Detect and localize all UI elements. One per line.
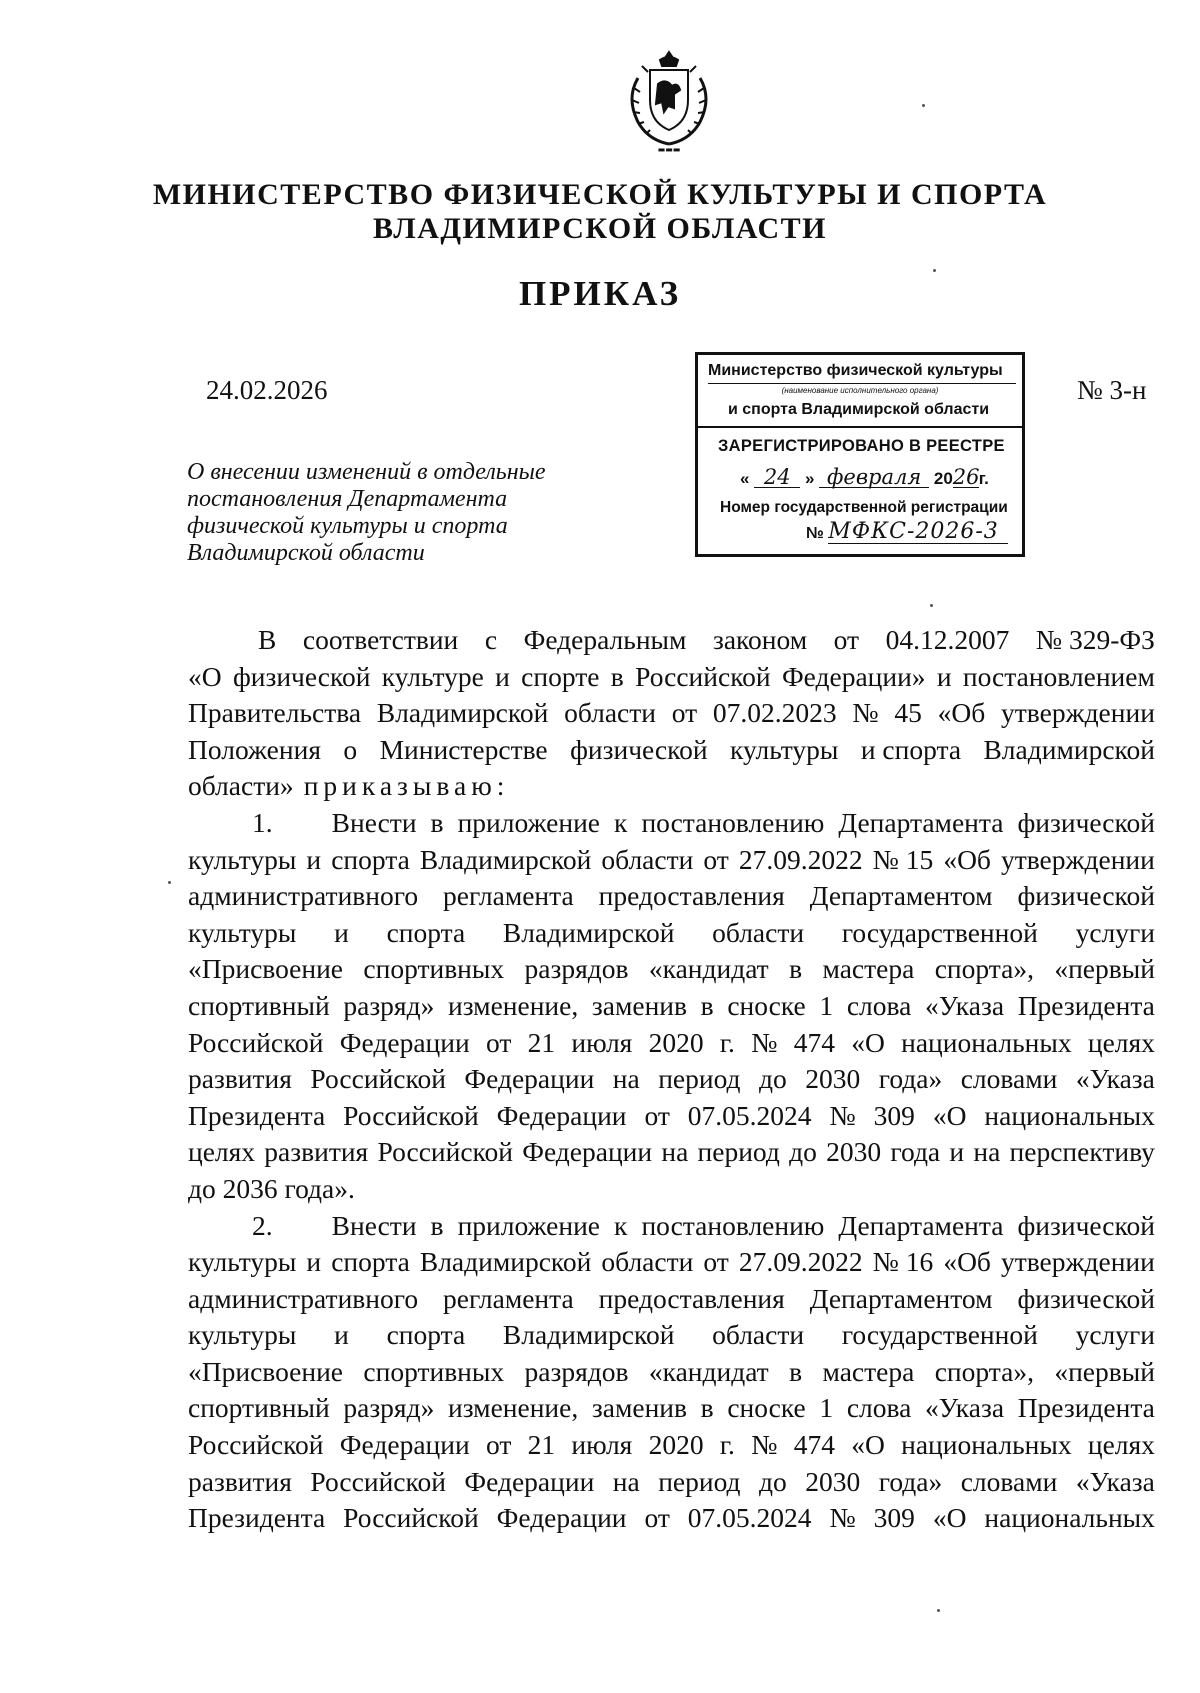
word: спорта — [331, 1246, 410, 1278]
word: Российской — [377, 1136, 513, 1168]
word: 07.02.2023 — [712, 697, 837, 729]
word: на — [661, 1136, 689, 1168]
scan-speck — [937, 1609, 940, 1612]
body-line — [188, 1317, 1155, 1354]
word: 1. — [252, 806, 273, 838]
word: Департаментом — [809, 880, 993, 912]
scan-speck — [168, 881, 171, 884]
stamp-reg-no-label: № — [806, 525, 824, 542]
word: области — [564, 697, 656, 729]
word: физической — [1017, 1209, 1155, 1241]
word: 2030 — [805, 1063, 861, 1095]
word: культуры — [730, 733, 839, 765]
org-name-line2: ВЛАДИМИРСКОЙ ОБЛАСТИ — [373, 212, 827, 245]
word: и — [334, 1319, 349, 1351]
word: 2. — [252, 1209, 273, 1241]
word: утверждении — [1000, 1246, 1155, 1278]
org-name-line1: МИНИСТЕРСТВО ФИЗИЧЕСКОЙ КУЛЬТУРЫ И СПОРТА — [152, 178, 1048, 211]
word: «О — [932, 1099, 967, 1131]
word: заменив — [591, 989, 687, 1021]
word: период — [658, 1465, 741, 1497]
word: спорта — [331, 843, 410, 875]
word: Российской — [188, 1026, 324, 1058]
word: постановлением — [962, 660, 1155, 692]
word: Внести — [331, 1209, 417, 1241]
word: Федерации» — [781, 660, 926, 692]
word: с — [484, 624, 498, 655]
word: культуры — [188, 916, 297, 948]
word: о — [343, 733, 358, 765]
word: и — [949, 1136, 965, 1168]
word: 1 — [819, 1392, 834, 1424]
word: г. — [719, 1429, 735, 1461]
stamp-reg-label: Номер государственной регистрации — [720, 499, 1008, 516]
word: Федеральным — [523, 624, 687, 655]
word: культуры — [188, 843, 297, 875]
scan-speck — [922, 104, 925, 107]
word: национальных — [984, 1099, 1155, 1131]
word: 07.05.2024 — [687, 1099, 812, 1131]
word: Министерстве — [379, 733, 548, 765]
body-line — [188, 659, 1155, 696]
word: «Об — [943, 843, 991, 875]
word: 474 — [793, 1026, 835, 1058]
word: до 2036 года». — [188, 1172, 355, 1204]
word: спорта», — [934, 1355, 1034, 1387]
word: 2030 — [805, 1465, 861, 1497]
word: предоставления — [598, 1282, 785, 1314]
word: Президента — [1017, 989, 1155, 1021]
word: разряд» — [343, 1392, 435, 1424]
word: Российской — [188, 1429, 324, 1461]
stamp-caption: (наименование исполнительного органа) — [781, 386, 939, 395]
word: и — [334, 916, 349, 948]
document-subject — [187, 459, 617, 567]
word: 04.12.2007 — [885, 624, 1010, 655]
document-date: 24.02.2026 — [206, 375, 328, 405]
word: национальных — [901, 1429, 1072, 1461]
word: 27.09.2022 — [738, 1246, 863, 1278]
body-line — [188, 1354, 1155, 1391]
word: на — [612, 1063, 640, 1095]
word: изменение, — [447, 1392, 579, 1424]
word: Правительства — [188, 697, 362, 729]
document-title: ПРИКАЗ — [518, 274, 682, 313]
word: «кандидат — [648, 1355, 769, 1387]
word: разряд» — [343, 989, 435, 1021]
word: приложение — [457, 1209, 601, 1241]
body-line — [188, 1134, 1155, 1171]
word: 07.05.2024 — [687, 1502, 812, 1534]
stamp-reg-number: МФКС-2026-3 — [828, 521, 1008, 544]
word: спортивных — [363, 953, 505, 985]
word: 45 — [894, 697, 922, 729]
coat-of-arms-icon — [620, 48, 718, 156]
word: в — [789, 1355, 803, 1387]
word: спортивный — [188, 989, 330, 1021]
body-line — [188, 1464, 1155, 1501]
word: Российской — [310, 1063, 446, 1095]
word: «О — [932, 1502, 967, 1534]
word: Федерации — [464, 1063, 595, 1095]
word: в — [700, 989, 714, 1021]
word: от — [671, 697, 698, 729]
word: утверждении — [1001, 697, 1155, 729]
word: в — [430, 806, 444, 838]
word: 309 — [873, 1502, 915, 1534]
word: года — [890, 1136, 941, 1168]
word: от — [703, 843, 729, 875]
stamp-day: 24 — [754, 467, 800, 488]
word: утверждении — [1000, 843, 1155, 875]
word: административного — [188, 1282, 419, 1314]
word: 2030 — [826, 1136, 882, 1168]
word: «Присвоение — [188, 953, 344, 985]
word: № — [852, 697, 879, 729]
stamp-org-line1: Министерство физической культуры — [708, 362, 1003, 379]
word: 27.09.2022 — [738, 843, 863, 875]
word: культуре — [381, 660, 484, 692]
word: к — [614, 1209, 628, 1241]
word: «Указа — [1075, 1063, 1155, 1095]
word: «кандидат — [648, 953, 769, 985]
word: «Указа — [925, 989, 1005, 1021]
word: и — [495, 660, 510, 692]
word: слова — [846, 989, 912, 1021]
word: № — [751, 1026, 778, 1058]
word: «Указа — [925, 1392, 1005, 1424]
word: в — [430, 1209, 444, 1241]
stamp-rule — [698, 426, 1022, 428]
word: Внести — [331, 806, 417, 838]
word: «первый — [1054, 1355, 1155, 1387]
word: 2020 — [648, 1429, 704, 1461]
body-line — [188, 1390, 1155, 1427]
stamp-year-end: г. — [978, 469, 989, 488]
subject-line: Владимирской области — [187, 540, 425, 566]
order-word: приказываю: — [303, 770, 510, 802]
word: административного — [188, 880, 419, 912]
subject-line: О внесении изменений в отдельные — [187, 459, 546, 485]
scan-speck — [933, 269, 936, 272]
word: и — [306, 843, 322, 875]
word: Федерации — [339, 1429, 470, 1461]
word: «первый — [1054, 953, 1155, 985]
body-line — [188, 695, 1155, 732]
body-line — [188, 1061, 1155, 1098]
body-line — [188, 1208, 1155, 1245]
word: на — [973, 1136, 1001, 1168]
word: года» — [878, 1063, 943, 1095]
word: 2020 — [648, 1026, 704, 1058]
subject-line: постановления Департамента — [187, 486, 508, 512]
word: года» — [878, 1465, 943, 1497]
stamp-divider — [708, 383, 1016, 384]
word: «О — [188, 660, 222, 692]
word: от — [703, 1246, 729, 1278]
word: в — [610, 660, 624, 692]
body-line — [188, 1244, 1155, 1281]
word: области — [601, 843, 694, 875]
word: заменив — [591, 1392, 687, 1424]
word: регламента — [443, 1282, 574, 1314]
word: спорте — [521, 660, 600, 692]
word: Владимирской — [502, 1319, 675, 1351]
word: развития — [188, 1063, 292, 1095]
word: предоставления — [598, 880, 785, 912]
word: физической — [1017, 880, 1155, 912]
word: разрядов — [524, 1355, 629, 1387]
word: целях — [1087, 1026, 1155, 1058]
word: области — [712, 916, 805, 948]
word: физической — [1017, 1282, 1155, 1314]
word: Департамента — [838, 1209, 1004, 1241]
word: перспективу — [1009, 1136, 1155, 1168]
word: г. — [719, 1026, 735, 1058]
word: июля — [571, 1026, 633, 1058]
svg-text:▬▬▬: ▬▬▬ — [657, 145, 681, 154]
body-line — [188, 1025, 1155, 1062]
word: Владимирской — [419, 1246, 592, 1278]
word: законом — [712, 624, 808, 655]
word: «Об — [943, 1246, 991, 1278]
word: № — [829, 1099, 856, 1131]
word: «О — [851, 1429, 885, 1461]
body-line — [188, 1281, 1155, 1318]
word: В — [258, 624, 277, 655]
word: Федерации — [496, 1099, 627, 1131]
word: национальных — [984, 1502, 1155, 1534]
word: изменение, — [447, 989, 579, 1021]
word: от — [485, 1429, 512, 1461]
word: до — [759, 1063, 787, 1095]
word: спорта — [386, 916, 466, 948]
word: № 16 — [872, 1246, 934, 1278]
word: Владимирской — [502, 916, 675, 948]
word: «Об — [937, 697, 986, 729]
word: «Указа — [1075, 1465, 1155, 1497]
word: период — [658, 1063, 741, 1095]
word: постановлению — [641, 806, 825, 838]
word: Владимирской — [419, 843, 592, 875]
word: культуры — [188, 1246, 297, 1278]
word: области — [712, 1319, 805, 1351]
word: от — [644, 1099, 670, 1131]
word: государственной — [841, 1319, 1038, 1351]
body-line — [188, 1500, 1155, 1537]
word: № — [751, 1429, 778, 1461]
word: от — [644, 1502, 670, 1534]
word: услуги — [1075, 916, 1155, 948]
word: Российской — [343, 1099, 479, 1131]
word: постановлению — [641, 1209, 825, 1241]
word: спортивных — [363, 1355, 505, 1387]
stamp-date — [740, 467, 989, 489]
word: № — [829, 1502, 856, 1534]
registration-stamp — [695, 352, 1025, 557]
stamp-org-line2: и спорта Владимирской области — [728, 401, 990, 418]
word: на — [612, 1465, 640, 1497]
body-line — [188, 915, 1155, 952]
word: Департамента — [838, 806, 1004, 838]
word: до — [759, 1465, 787, 1497]
body-line — [188, 768, 1155, 805]
word: в — [789, 953, 803, 985]
stamp-open-quote: « — [740, 469, 750, 488]
word: Владимирской — [376, 697, 549, 729]
word: спорта — [386, 1319, 466, 1351]
word: области» — [188, 770, 294, 802]
word: от — [485, 1026, 512, 1058]
stamp-registered: ЗАРЕГИСТРИРОВАНО В РЕЕСТРЕ — [718, 437, 1005, 455]
word: мастера — [822, 953, 915, 985]
body-line — [188, 805, 1155, 842]
word: государственной — [841, 916, 1038, 948]
word: Департаментом — [809, 1282, 993, 1314]
word: Федерации — [496, 1502, 627, 1534]
word: спортивный — [188, 1392, 330, 1424]
subject-line: физической культуры и спорта — [187, 513, 508, 539]
stamp-year-suffix: 26 — [952, 465, 980, 489]
word: «Присвоение — [188, 1355, 344, 1387]
word: 474 — [793, 1429, 835, 1461]
word: Президента — [188, 1502, 326, 1534]
scan-speck — [930, 604, 933, 607]
word: Федерации — [522, 1136, 653, 1168]
body-line — [188, 878, 1155, 915]
word: № 329-ФЗ — [1035, 624, 1155, 655]
body-line — [188, 1427, 1155, 1464]
document-body — [188, 622, 1155, 1537]
word: Федерации — [464, 1465, 595, 1497]
stamp-close-quote: » — [804, 469, 815, 488]
word: Российской — [310, 1465, 446, 1497]
word: до — [789, 1136, 817, 1168]
body-line — [188, 622, 1155, 659]
word: мастера — [822, 1355, 915, 1387]
word: «О — [851, 1026, 885, 1058]
word: Президента — [1017, 1392, 1155, 1424]
word: сноске — [727, 1392, 806, 1424]
body-line — [188, 951, 1155, 988]
word: услуги — [1075, 1319, 1155, 1351]
word: словами — [960, 1465, 1058, 1497]
word: развития — [188, 1465, 292, 1497]
body-line — [188, 1171, 1155, 1208]
stamp-year-prefix: 20 — [933, 469, 953, 488]
word: Владимирской — [983, 733, 1155, 765]
body-line — [188, 988, 1155, 1025]
word: приложение — [457, 806, 601, 838]
word: к — [614, 806, 628, 838]
body-line — [188, 1098, 1155, 1135]
word: Российской — [635, 660, 771, 692]
word: и — [306, 1246, 322, 1278]
word: области — [601, 1246, 694, 1278]
word: развития — [264, 1136, 369, 1168]
body-line — [188, 732, 1155, 769]
word: разрядов — [524, 953, 629, 985]
word: 1 — [819, 989, 834, 1021]
word: Российской — [343, 1502, 479, 1534]
word: 21 — [527, 1429, 556, 1461]
word: целях — [1087, 1429, 1155, 1461]
word: физической — [570, 733, 708, 765]
word: слова — [846, 1392, 912, 1424]
stamp-reg-number-row — [806, 521, 1008, 544]
word: от — [833, 624, 860, 655]
word: физической — [232, 660, 371, 692]
word: 21 — [527, 1026, 556, 1058]
word: Президента — [188, 1099, 326, 1131]
word: Положения — [188, 733, 321, 765]
word: словами — [960, 1063, 1058, 1095]
word: и — [936, 660, 952, 692]
stamp-month: февраля — [819, 467, 929, 488]
word: и спорта — [860, 733, 962, 765]
word: культуры — [188, 1319, 297, 1351]
word: 309 — [873, 1099, 915, 1131]
word: № 15 — [872, 843, 934, 875]
word: Федерации — [339, 1026, 470, 1058]
word: в — [700, 1392, 714, 1424]
word: регламента — [443, 880, 574, 912]
word: целях — [188, 1136, 256, 1168]
word: спорта», — [934, 953, 1034, 985]
word: национальных — [901, 1026, 1072, 1058]
body-line — [188, 842, 1155, 879]
word: период — [697, 1136, 780, 1168]
word: сноске — [727, 989, 806, 1021]
word: соответствии — [302, 624, 459, 655]
document-number: № 3-н — [1077, 375, 1147, 405]
word: июля — [571, 1429, 633, 1461]
word: физической — [1017, 806, 1155, 838]
